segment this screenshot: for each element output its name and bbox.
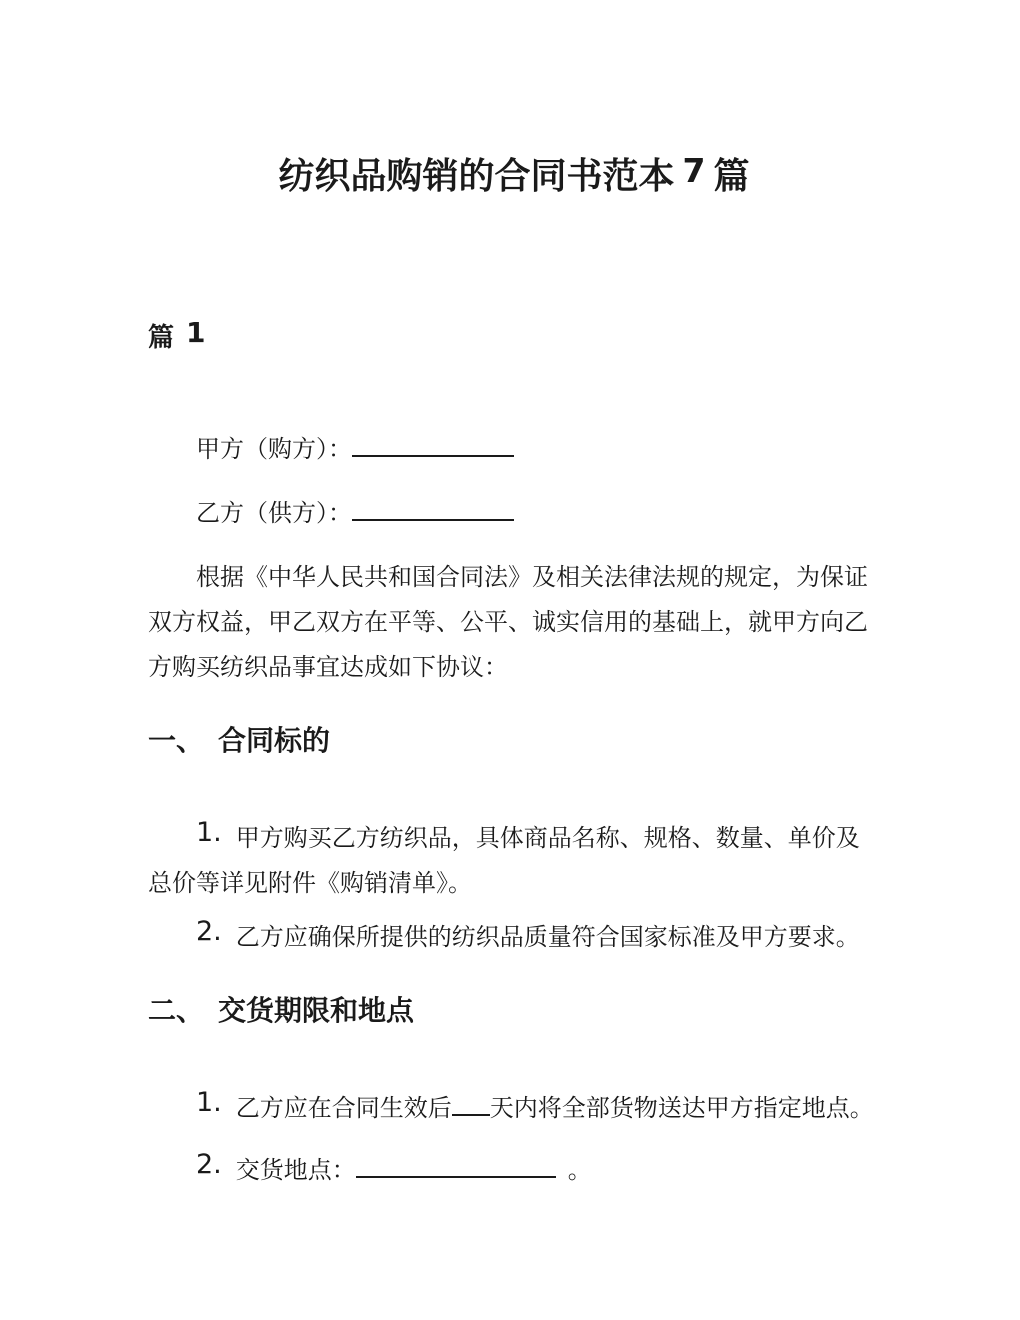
item-number: 2.	[196, 1148, 222, 1180]
item-number: 1.	[196, 816, 222, 848]
section-1-title: 合同标的	[218, 724, 331, 756]
section-2-number: 二、	[148, 994, 205, 1026]
party-b-label: 乙方（供方）：	[196, 499, 352, 527]
delivery-place-blank-line	[356, 1156, 556, 1178]
item-text-after-blank: 。	[567, 1156, 592, 1184]
party-a-label: 甲方（购方）：	[196, 436, 352, 463]
party-a-blank-line	[352, 435, 514, 457]
section-1-number: 一、	[148, 724, 205, 756]
section-heading-2	[148, 994, 880, 1026]
section-2-item-2	[148, 1147, 880, 1193]
party-a-line	[148, 435, 880, 465]
part-label: 篇	[148, 322, 175, 352]
section-1-item-2	[148, 914, 880, 960]
section-1-item-1	[148, 815, 880, 906]
item-label: 交货地点：	[235, 1156, 356, 1184]
section-2-item-1	[148, 1085, 880, 1131]
preamble-paragraph: 根据《中华人民共和国合同法》及相关法律法规的规定，为保证双方权益，甲乙双方在平等、公平、诚实信用的基础上，就甲方向乙方购买纺织品事宜达成如下协议：	[148, 563, 868, 681]
days-blank-line	[452, 1094, 490, 1116]
section-2-title: 交货期限和地点	[218, 994, 415, 1026]
document-title-suffix: 篇	[713, 155, 750, 196]
party-b-blank-line	[352, 499, 514, 521]
item-text: 乙方应确保所提供的纺织品质量符合国家标准及甲方要求。	[235, 923, 860, 951]
part-heading	[148, 316, 880, 352]
document-title	[148, 151, 880, 196]
item-text: 甲方购买乙方纺织品，具体商品名称、规格、数量、单价及总价等详见附件《购销清单》。	[148, 824, 860, 897]
item-text-after-blank: 天内将全部货物送达甲方指定地点。	[489, 1094, 874, 1122]
party-b-line	[148, 499, 880, 529]
item-number: 1.	[196, 1086, 222, 1118]
document-title-count: 7	[682, 151, 706, 190]
section-heading-1	[148, 724, 880, 756]
part-number: 1	[186, 316, 206, 349]
item-text-before-blank: 乙方应在合同生效后	[235, 1094, 452, 1122]
item-number: 2.	[196, 915, 222, 947]
document-title-text: 纺织品购销的合同书范本	[278, 155, 675, 196]
